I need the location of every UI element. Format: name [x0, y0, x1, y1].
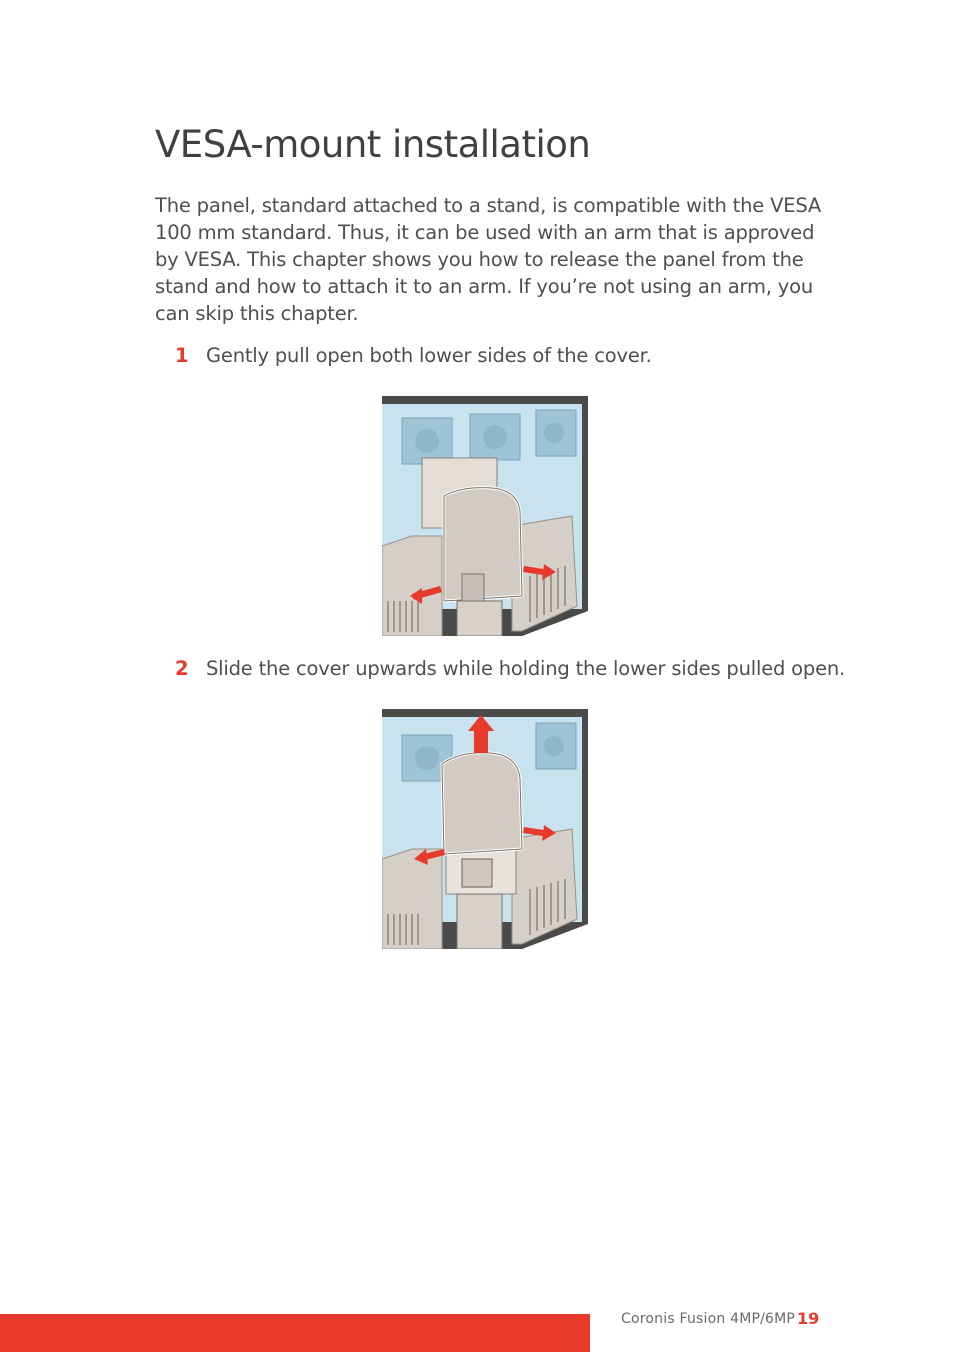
step-text: Gently pull open both lower sides of the cover. — [206, 344, 652, 367]
step-number: 2 — [175, 657, 189, 680]
step-1 — [175, 342, 652, 369]
footer-accent-bar — [0, 1314, 590, 1352]
illustration-cover-pull-open — [382, 396, 590, 636]
step-2 — [175, 655, 845, 682]
page-number: 19 — [797, 1309, 820, 1328]
illustration-cover-slide-up — [382, 709, 590, 949]
footer-product-name: Coronis Fusion 4MP/6MP — [621, 1311, 796, 1327]
step-text: Slide the cover upwards while holding the lower sides pulled open. — [206, 657, 846, 680]
page-title: VESA-mount installation — [155, 123, 591, 166]
step-number: 1 — [175, 344, 189, 367]
intro-paragraph: The panel, standard attached to a stand, is compatible with the VESA 100 mm standard. Thus, it can be used with an arm that is approved by VESA. This chapter shows you how to release the panel from the stand and how to attach it to an arm. If you’re not using an arm, you can skip this chapter. — [155, 194, 822, 325]
